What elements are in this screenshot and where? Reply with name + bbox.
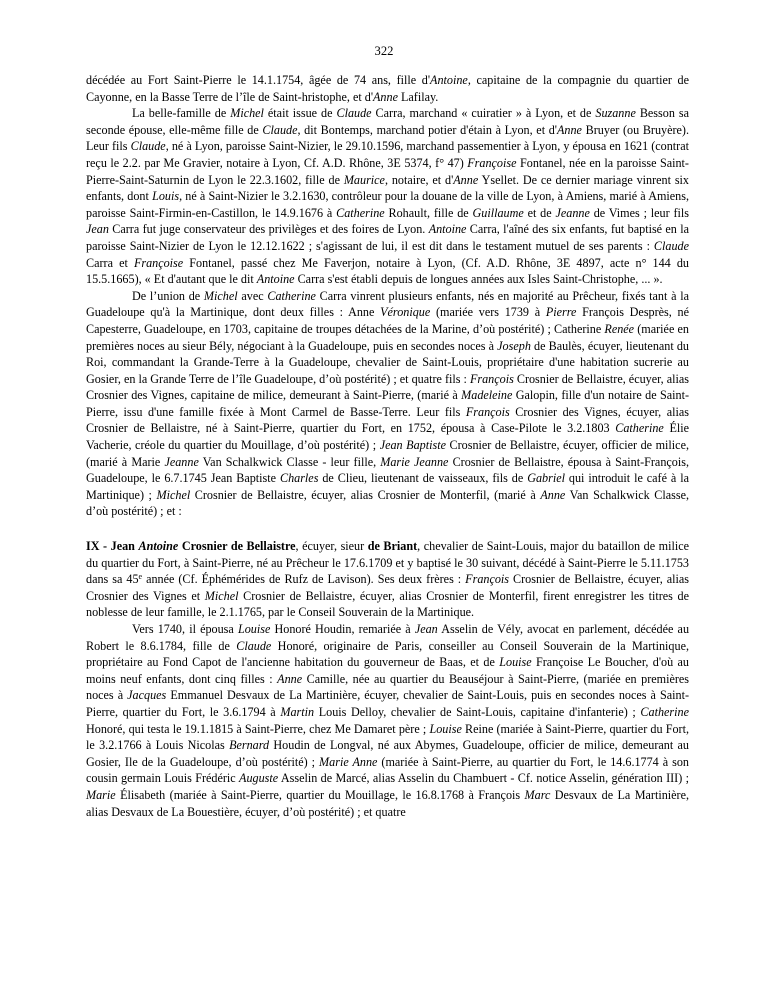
italic-name: Claude [262, 122, 298, 137]
bold-text: IX - Jean [86, 539, 139, 554]
italic-name: Françoise [133, 255, 184, 270]
italic-name: François [465, 404, 510, 419]
italic-name: Claude [336, 106, 372, 121]
italic-name: Anne [277, 671, 303, 686]
italic-name: Anne [540, 487, 566, 502]
italic-name: Bernard [229, 738, 270, 753]
italic-name: Jean [86, 222, 109, 237]
italic-name: François [469, 371, 514, 386]
italic-name: Louise [499, 655, 532, 670]
text-run: Van Schalkwick Classe, d’où postérité) ; et : [86, 487, 690, 519]
text-run: Crosnier des Vignes, écuyer, alias Crosnier de Bellaistre, né à Saint-Pierre, quartier du Fort, en 1752, épousa à Case-Pilote le 3.2.1803 [86, 404, 689, 436]
superscript: e [138, 572, 143, 582]
text-run: Bruyer (ou Bruyère). Leur fils [86, 122, 690, 154]
text-run: Élie Vacherie, créole du quartier du Mouillage, d’où postérité) ; [86, 421, 689, 453]
text-run: , dit Bontemps, marchand potier d'étain à Lyon, et d' [297, 122, 557, 137]
text-run: De l’union de [132, 288, 204, 303]
italic-name: Michel [230, 106, 264, 121]
italic-name: Martin [280, 704, 315, 719]
text-run: Crosnier de Bellaistre, écuyer, alias Crosnier de Monterfil, (marié à [190, 487, 541, 502]
text-run: Françoise Le Boucher, d'où au moins neuf enfants, dont cinq filles : [86, 655, 690, 686]
text-run: Crosnier de Bellaistre, écuyer, alias Crosnier de Monterfil, firent enregistrer les titres de noblesse de leur famille, le 2.1.1765, par le Conseil Souverain de la Martinique. [86, 588, 690, 620]
text-run: Crosnier de Bellaistre, écuyer, alias Crosnier des Vignes, capitaine de milice, demeurant à Saint-Pierre, (marié à [86, 371, 690, 403]
italic-name: Anne [557, 122, 582, 137]
bold-text: de Briant [367, 539, 418, 554]
text-run: Vers 1740, il épousa [132, 622, 238, 636]
text-run: qui introduit le café à la Martinique) ; [86, 471, 689, 502]
text-run: , capitaine de la compagnie du quartier de Cayonne, en la Basse Terre de l’île de Saint-hristophe, et d' [86, 73, 689, 104]
page-number: 322 [374, 44, 394, 58]
italic-name: Jeanne [555, 205, 590, 220]
text-run: , écuyer, sieur [295, 539, 368, 554]
italic-name: Michel [204, 588, 239, 603]
text-run: Galopin, fille d'un notaire de Saint-Pierre, issu d'une famille fixée à Mont Carmel de Basse-Terre. Leur fils [86, 388, 689, 419]
text-run: et de [523, 205, 556, 220]
text-run: Honoré Houdin, remariée à [270, 622, 415, 636]
text-run: Besson sa seconde épouse, elle-même fille de [86, 106, 689, 137]
italic-name: Louise [429, 721, 462, 736]
italic-name: Michel [203, 288, 238, 303]
italic-name: Antoine [428, 222, 467, 237]
text-run: (mariée vers 1739 à [430, 305, 546, 320]
text-run: Van Schalkwick Classe - leur fille, [198, 454, 381, 469]
body-text [86, 72, 689, 820]
italic-name: Marc [524, 787, 551, 802]
text-run: François Desprès, né Capesterre, Guadeloupe, en 1703, capitaine de troupes détachées de la Marine, d’où postérité) ; Catherine [86, 305, 689, 336]
text-run: Fontanel, née en la paroisse Saint-Pierre-Saint-Saturnin de Lyon le 22.3.1602, fille de [86, 155, 689, 187]
italic-name: Maurice [343, 172, 385, 187]
paragraph [86, 621, 689, 820]
text-run: Rohault, fille de [384, 205, 473, 220]
italic-name: Catherine [267, 288, 316, 303]
text-run: Houdin de Longval, né aux Abymes, Guadeloupe, officier de milice, demeurant au Gosier, Ile de la Guadeloupe, d’où postérité) ; [86, 738, 690, 769]
text-run: Carra et [86, 255, 134, 270]
text-run: Desvaux de La Martinière, alias Desvaux de La Bouestière, écuyer, d’où postérité) ; et quatre [86, 787, 689, 819]
text-run: Crosnier de Bellaistre, épousa à Saint-François, Guadeloupe, le 6.7.1745 Jean Baptiste [86, 454, 689, 486]
italic-name: Renée [604, 321, 635, 336]
text-run: (mariée à Saint-Pierre, au quartier du Fort, le 14.6.1774 à son cousin germain Louis Frédéric [86, 754, 689, 786]
text-run: Ysellet. De ce dernier mariage vinrent six enfants, dont [86, 172, 690, 204]
text-run: Élisabeth (mariée à Saint-Pierre, quartier du Mouillage, le 16.8.1768 à François [115, 787, 525, 802]
italic-name: Antoine [256, 272, 295, 287]
text-run: , né à Saint-Nizier le 3.2.1630, contrôleur pour la douane de la ville de Lyon, à Amiens, marié à Amiens, paroisse Saint-Firmin-en-Castillon, le 14.9.1676 à [86, 189, 689, 220]
italic-name: Marie Jeanne [380, 454, 449, 469]
italic-name: Louis [152, 189, 180, 204]
italic-name: Michel [156, 487, 191, 502]
italic-name: Anne [453, 172, 479, 187]
text-run: Camille, née au quartier du Beauséjour à Saint-Pierre, (mariée en premières noces à [86, 671, 689, 703]
italic-name: Claude [653, 238, 689, 253]
text-run: de Clieu, lieutenant de vaisseaux, fils de [318, 471, 528, 486]
text-run: Emmanuel Desvaux de La Martinière, écuyer, chevalier de Saint-Louis, puis en secondes noces à Saint-Pierre, quartier du Fort, le 3.6.1794 à [86, 688, 689, 719]
section-paragraph [86, 538, 689, 621]
text-run: , chevalier de Saint-Louis, major du bataillon de milice du quartier du Fort, à Saint-Pierre, né au Prêcheur le 17.6.1709 et y baptisé le 30 suivant, décédé à Saint-Pierre le 5.11.1753 dans sa 45 [86, 539, 689, 587]
italic-name: Guillaume [472, 205, 524, 220]
text-run: Carra vinrent plusieurs enfants, nés en majorité au Prêcheur, fixés tant à la Guadeloupe qu'à la Martinique, dont deux filles : Anne [86, 288, 689, 320]
italic-name: Jean Baptiste [379, 438, 446, 453]
bold-text: Crosnier de Bellaistre [178, 539, 296, 554]
italic-name: Madeleine [461, 388, 513, 403]
text-run: Asselin de Vély, avocat en parlement, décédée au Robert le 8.6.1784, fille de [86, 622, 690, 653]
text-run: , né à Lyon, paroisse Saint-Nizier, le 29.10.1596, marchand passementier à Lyon, y épousa en 1621 (contrat reçu le 2.2. par Me Gravier, notaire à Lyon, Cf. A.D. Rhône, 3E 5374, f° 47) [86, 139, 689, 170]
italic-name: Louise [237, 622, 271, 636]
paragraph [86, 288, 689, 520]
italic-name: Claude [130, 139, 166, 154]
text-run: année (Cf. Éphémérides de Rufz de Lavison). Ses deux frères : [142, 572, 466, 587]
text-run: avec [237, 288, 268, 303]
text-run: La belle-famille de [132, 106, 231, 121]
italic-name: François [465, 572, 510, 587]
text-run: Honoré, qui testa le 19.1.1815 à Saint-Pierre, chez Me Damaret père ; [86, 721, 430, 736]
text-run: (mariée en premières noces au sieur Bély, négociant à la Guadeloupe, puis en secondes noces à [86, 321, 689, 353]
text-run: Carra, l'aîné des six enfants, fut baptisé en la paroisse Saint-Nizier de Lyon le 12.12.1622 ; s'agissant de lui, il est dit dans le testament mutuel de ses parents : [86, 222, 689, 253]
text-run: Asselin de Marcé, alias Asselin du Chambuert - Cf. notice Asselin, génération III) ; [278, 771, 690, 786]
italic-name: Claude [236, 638, 272, 653]
italic-name: Catherine [640, 704, 689, 719]
text-run: Carra, marchand « cuiratier » à Lyon, et de [371, 106, 596, 121]
italic-name: Joseph [497, 338, 531, 353]
text-run: , notaire, et d' [384, 172, 454, 187]
text-run: décédée au Fort Saint-Pierre le 14.1.1754, âgée de 74 ans, fille d' [86, 73, 431, 87]
paragraph [86, 72, 689, 105]
paragraph [86, 105, 689, 288]
text-run: Crosnier de Bellaistre, écuyer, alias Crosnier des Vignes et [86, 572, 689, 603]
text-run: était issue de [263, 106, 337, 121]
italic-name: Catherine [336, 205, 385, 220]
italic-name: Charles [279, 471, 319, 486]
italic-name: Pierre [545, 305, 577, 320]
text-run: Carra s'est établi depuis de longues années aux Isles Saint-Christophe, ... ». [294, 272, 663, 287]
italic-name: Antoine [138, 539, 179, 554]
text-run: de Vimes ; leur fils [589, 205, 689, 220]
text-run: Carra fut juge conservateur des privilèges et des foires de Lyon. [108, 222, 429, 237]
text-run: Honoré, originaire de Paris, conseiller au Conseil Souverain de la Martinique, propriétaire au Fond Capot de l'ancienne habitation du gouverneur de Baas, et de [86, 638, 689, 670]
text-run: Lafilay. [397, 89, 439, 104]
italic-name: Véronique [380, 305, 431, 320]
italic-name: Marie [86, 787, 116, 802]
text-run: Fontanel, passé chez Me Faverjon, notaire à Lyon, (Cf. A.D. Rhône, 3E 4897, acte n° 144 du 15.5.1665), « Et d'autant que le dit [86, 255, 689, 287]
italic-name: Françoise [467, 155, 517, 170]
italic-name: Catherine [615, 421, 664, 436]
italic-name: Jeanne [164, 454, 199, 469]
italic-name: Gabriel [527, 471, 565, 486]
text-run: de Baulès, écuyer, lieutenant du Roi, commandant la Grande-Terre à la Guadeloupe, chevalier de Saint-Louis, propriétaire d'une habitation sucrerie au Gosier, en la Grande Terre de l’île Guadeloupe, d’où postérité) ; et quatre fils : [86, 338, 689, 386]
italic-name: Jacques [127, 688, 167, 703]
italic-name: Anne [373, 89, 398, 104]
text-run: Louis Delloy, chevalier de Saint-Louis, capitaine d'infanterie) ; [314, 704, 641, 719]
text-run: Crosnier de Bellaistre, écuyer, officier de milice, (marié à Marie [86, 438, 689, 469]
text-run: Reine (mariée à Saint-Pierre, quartier du Fort, le 3.2.1766 à Louis Nicolas [86, 721, 689, 753]
italic-name: Jean [414, 622, 438, 636]
italic-name: Suzanne [595, 106, 636, 121]
italic-name: Marie Anne [319, 754, 378, 769]
italic-name: Antoine [430, 73, 468, 87]
italic-name: Auguste [239, 771, 279, 786]
